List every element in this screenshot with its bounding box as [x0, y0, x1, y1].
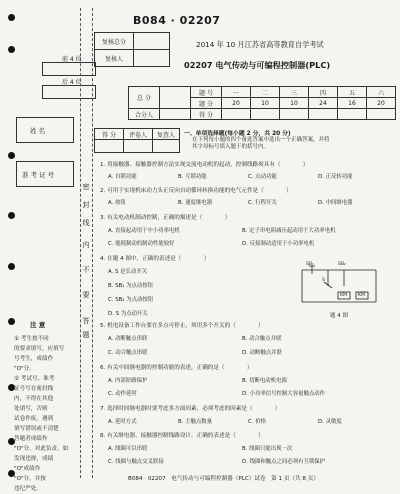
note-line: 发现违规，成绩 — [14, 456, 54, 462]
score-box-cell[interactable] — [153, 140, 180, 153]
total-label: 总 分 — [129, 87, 160, 109]
score-table — [128, 86, 396, 120]
option[interactable]: A. 自锁功能 — [108, 174, 137, 180]
option[interactable]: B. 动合触点并联 — [242, 336, 282, 342]
header-cell: 四 — [309, 87, 338, 98]
row-label: 得 分 — [191, 109, 222, 120]
option[interactable]: C. 能耗制动的制动性能较好 — [108, 241, 175, 247]
points-cell: 24 — [309, 98, 338, 109]
score-cell[interactable] — [280, 109, 309, 120]
note-line: 证号写在密封线 — [14, 386, 54, 392]
option[interactable]: B. 主触点数量 — [178, 419, 213, 425]
option[interactable]: C. SB₂ 为点动按钮 — [108, 297, 154, 303]
figure-label: SB₂ — [338, 262, 346, 267]
subject-title: 02207 电气传动与可编程控制器(PLC) — [184, 60, 331, 70]
score-cell[interactable] — [309, 109, 338, 120]
exam-title: 2014 年 10 月江苏省高等教育自学考试 — [196, 40, 324, 49]
binding-hole-1 — [8, 14, 15, 21]
score-box-label: 复查人 — [153, 129, 180, 140]
header-cell: 一 — [222, 87, 251, 98]
option[interactable]: A. S 是长动开关 — [108, 269, 148, 275]
reviewer-label: 复核总分 — [95, 33, 134, 50]
score-cell[interactable] — [222, 109, 251, 120]
notes-title: 注 意 — [30, 321, 46, 329]
question-stem: 8. 有关继电器、接触器控制线路设计，正确的表述是（ ） — [100, 433, 264, 439]
question-stem: 5. 机电设备工作台要在多点可停止，须用多个开关的（ ） — [100, 323, 264, 329]
figure-label: KM — [340, 293, 347, 298]
binding-hole-6 — [8, 318, 15, 325]
back4-label: 后 4 位 — [62, 79, 82, 86]
seal-char: 要 — [82, 291, 90, 299]
option[interactable]: A. 内部短路保护 — [108, 378, 148, 384]
question-stem: 7. 选择时间继电器时要考虑多方面因素，必须考虑的因素是（ ） — [100, 406, 281, 412]
score-cell[interactable] — [338, 109, 367, 120]
seal-char: 题 — [82, 331, 90, 339]
back4-box[interactable] — [42, 85, 96, 99]
note-line: "O"分，对此负责，如 — [14, 446, 69, 452]
row-label: 合分人 — [129, 109, 160, 120]
option[interactable]: D. 中间继电器 — [318, 200, 353, 206]
note-line: 处填写，否则 — [14, 406, 48, 412]
binding-hole-5 — [8, 263, 15, 270]
note-line: "O"分。 — [14, 366, 35, 372]
option[interactable]: C. 动作延时 — [108, 391, 137, 397]
reviewer-table — [94, 32, 170, 67]
score-box-label: 评卷人 — [124, 129, 153, 140]
note-line: 违纪严处。 — [14, 486, 42, 492]
signer-cell[interactable] — [160, 109, 191, 120]
front4-box[interactable] — [42, 62, 96, 76]
circuit-figure — [300, 262, 378, 308]
question-stem: 1. 用接触器、接触器控制方法实现交流电动机的起动，控制线路须具有（ ） — [100, 162, 309, 168]
option[interactable]: A. 直接起动用于中小功率电机 — [108, 228, 180, 234]
score-box-label: 得 分 — [95, 129, 124, 140]
row-label: 题 分 — [191, 98, 222, 109]
figure-label: S — [322, 278, 325, 283]
section-instruction: 其字母标号填入题干的括号内。 — [192, 144, 270, 150]
rechecker-cell[interactable] — [134, 50, 170, 67]
option[interactable]: C. 行程开关 — [248, 200, 277, 206]
figure-label: KM — [358, 293, 365, 298]
option[interactable]: C. 动合触点串联 — [108, 350, 148, 356]
option[interactable]: D. S 为点动开关 — [108, 311, 148, 317]
note-line: 填写错误或不清楚 — [14, 426, 59, 432]
section-score-box — [94, 128, 180, 153]
ticket-number-label: 准 考 证 号 — [22, 171, 55, 179]
option[interactable]: B. SB₁ 为点动按钮 — [108, 283, 154, 289]
option[interactable]: C. 线圈与触点交叉联接 — [108, 459, 164, 465]
binding-hole-2 — [8, 46, 15, 53]
option[interactable]: A. 按钮 — [108, 200, 126, 206]
front4-label: 前 4 位 — [62, 56, 82, 63]
binding-hole-3 — [8, 152, 15, 159]
points-cell: 16 — [338, 98, 367, 109]
option[interactable]: B. 切断电动机电源 — [242, 378, 287, 384]
header-cell: 五 — [338, 87, 367, 98]
reviewer-cell[interactable] — [134, 33, 170, 50]
seal-char: 密 — [82, 183, 90, 191]
rechecker-label: 复核人 — [95, 50, 134, 67]
score-box-cell[interactable] — [95, 140, 124, 153]
note-line: ② 考试号、准考 — [14, 376, 55, 382]
row-label: 题 号 — [191, 87, 222, 98]
note-line: 答题者成绩作 — [14, 436, 48, 442]
question-stem: 6. 有关中间继电器的控制功能的表述，正确的是（ ） — [100, 365, 253, 371]
question-stem: 2. 可用于实现机床动力头正反向自动循环转换功能的电气元件是（ ） — [100, 188, 292, 194]
seal-char: 不 — [82, 266, 90, 274]
total-score-cell[interactable] — [160, 87, 191, 109]
option[interactable]: B. 互锁功能 — [178, 174, 207, 180]
option[interactable]: B. 定子串电阻减压起动用于大功率电机 — [242, 228, 336, 234]
binding-hole-4 — [8, 212, 15, 219]
note-line: "O"分，并按 — [14, 476, 46, 482]
option[interactable]: A. 线圈可以串联 — [108, 446, 148, 452]
seal-char: 内 — [82, 241, 90, 249]
figure-caption: 题 4 图 — [330, 313, 348, 319]
note-line: "O"成绩作 — [14, 466, 41, 472]
score-cell[interactable] — [367, 109, 396, 120]
points-cell: 20 — [367, 98, 396, 109]
option[interactable]: C. 价格 — [248, 419, 266, 425]
option[interactable]: B. 线圈只能出现一次 — [242, 446, 293, 452]
seal-char: 线 — [82, 219, 90, 227]
note-line: 试卷作废。遇到 — [14, 416, 54, 422]
points-cell: 10 — [280, 98, 309, 109]
option[interactable]: C. 点动功能 — [248, 174, 277, 180]
section-title: 一、单项选择题(每小题 2 分，共 20 分) — [184, 131, 291, 137]
option[interactable]: D. 动断触点并联 — [242, 350, 282, 356]
note-line: 内，不得在其他 — [14, 396, 54, 402]
option[interactable]: D. 反接制动适用于小功率电机 — [242, 241, 315, 247]
header-cell: 三 — [280, 87, 309, 98]
option[interactable]: B. 速度继电器 — [178, 200, 213, 206]
seal-char: 答 — [82, 317, 90, 325]
note-line: 号考生，成绩作 — [14, 356, 54, 362]
option[interactable]: A. 延时方式 — [108, 419, 137, 425]
page-footer: B084 · 02207 电气传动与可编程控制器（PLC）试卷 第 1 页（共 8 页） — [128, 476, 319, 482]
option[interactable]: A. 动断触点串联 — [108, 336, 148, 342]
points-cell: 20 — [222, 98, 251, 109]
option[interactable]: D. 线圈和触点之间必须有互锁保护 — [242, 459, 326, 465]
notes-block — [14, 334, 80, 494]
option[interactable]: D. 正反转功能 — [318, 174, 353, 180]
question-stem: 4. 在题 4 图中，正确的表述是（ ） — [100, 256, 210, 262]
question-stem: 3. 有关电动机制动控制，正确的描述是（ ） — [100, 215, 231, 221]
figure-label: SB₁ — [306, 262, 314, 267]
header-cell: 六 — [367, 87, 396, 98]
name-label: 姓 名 — [30, 127, 46, 135]
seal-char: 封 — [82, 201, 90, 209]
option[interactable]: D. 小功率信号控制大容量触点动作 — [242, 391, 326, 397]
score-box-cell[interactable] — [124, 140, 153, 153]
seal-line-right — [92, 8, 93, 478]
score-cell[interactable] — [251, 109, 280, 120]
note-line: 的要求填写，应填写 — [14, 346, 65, 352]
option[interactable]: D. 灵敏度 — [318, 419, 342, 425]
note-line: ① 考生按不同 — [14, 336, 49, 342]
exam-code: B084 · 02207 — [133, 14, 221, 27]
points-cell: 10 — [251, 98, 280, 109]
section-instruction: 在下列每小题的四个备选答案中选出一个正确答案，并将 — [192, 137, 330, 143]
header-cell: 二 — [251, 87, 280, 98]
